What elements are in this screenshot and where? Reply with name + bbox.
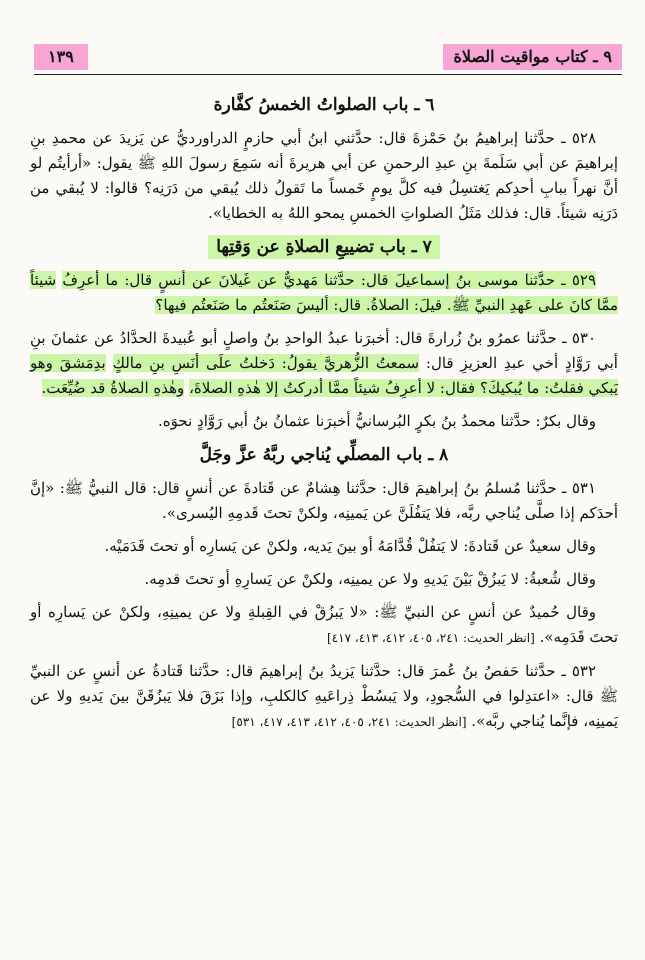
hadith-529 [30,268,618,318]
page-header [34,42,622,75]
hadith-530-highlight-3: وهٰذهِ الصلاةُ قد ضُيِّعَت. [41,379,185,397]
section-6-title: ٦ ـ باب الصلواتُ الخمسُ كفَّارة [213,95,435,115]
chapter-title: ٩ ـ كتاب مواقيت الصلاة [443,44,622,70]
bakr-note: وقال بكرٌ: حدَّثنا محمدُ بنُ بكرٍ البُرسانيُّ أخبرَنا عثمانُ بنُ أبي رَوَّادٍ نحوَه. [158,412,596,430]
humaid-note [30,600,618,651]
hadith-529-line-2: شيئاً ممَّا كانَ على عَهدِ النبيِّ ﷺ. قيلَ: الصلاةُ. قال: أليسَ صَنَعتُم ما صَنَعتُم فيها؟ [30,271,618,314]
hadith-530 [30,326,618,401]
hadith-528: ٥٢٨ ـ حدَّثنا إبراهيمُ بنُ حَمْزةَ قال: حدَّثني ابنُ أبي حازمٍ الدراورديُّ عن يَزيدَ عن محمدِ بنِ إبراهيمَ عن أبي سَلَمةَ بنِ عبدِ الرحمنِ عن أبي هريرةَ أنه سَمِعَ رسولَ اللهِ ﷺ يقول: «أرأيتُم لو أنَّ نهراً ببابِ أحدِكم يَغتسِلُ فيه كلَّ يومٍ خَمساً ما تَقولُ ذلك يُبقي من دَرَنِه؟ قالوا: لا يُبقي من دَرَنِه شيئاً. قال: فذلك مَثَلُ الصلواتِ الخمسِ يمحو اللهُ به الخطايا». [30,129,618,222]
section-7-title-text: ٧ ـ باب تضييعِ الصلاةِ عن وَقتِها [208,235,440,259]
saeed-note: وقال سعيدٌ عن قَتادةَ: لا يَتفُلْ قُدَّامَهُ أو بينَ يَديه، ولكنْ عن يَسارِه أو تحتَ قَدَمَيْه. [104,537,596,555]
page-content [30,92,618,743]
hadith-530-highlight-2: بدِمَشقَ وهو يَبكي فقلتُ: ما يُبكيكَ؟ فقال: لا أعرِفُ شيئاً ممَّا أدركتُ إلا هٰذهِ الصلاةَ، [30,354,618,397]
section-8-title: ٨ ـ باب المصلِّي يُناجي ربَّهُ عزَّ وجَلَّ [199,445,449,465]
shuba-note: وقال شُعبةُ: لا يَبزُقْ بَيْنَ يَديهِ ولا عن يمينِه، ولكنْ عن يَسارِهِ أو تحتَ قدمِه. [144,570,596,588]
page-number: ١٣٩ [34,44,88,70]
hadith-532-text: ٥٣٢ ـ حدَّثنا حَفصُ بنُ عُمرَ قال: حدَّثنا يَزيدُ بنُ إبراهيمَ قال: حدَّثنا قَتادةُ عن أنسٍ عن النبيِّ ﷺ قال: «اعتدِلوا في السُّجودِ، ولا يَبسُطْ ذِراعَيهِ كالكلبِ، وإذا بَزَقَ فلا يَبزُقَنَّ بينَ يَديهِ ولا عن يَمينِه، فإنَّما يُناجي ربَّه». [30,662,618,730]
hadith-529-line-1: ٥٢٩ ـ حدَّثنا موسى بنُ إسماعيلَ قال: حدَّثنا مَهديٌّ عن غَيلانَ عن أنسٍ قال: ما أعرِفُ [62,271,596,289]
hadith-532-reference: [انظر الحديث: ٢٤١، ٤٠٥، ٤١٢، ٤١٣، ٤١٧، ٥٣١] [231,715,467,729]
section-7-title [30,234,618,260]
hadith-532 [30,659,618,735]
hadith-531: ٥٣١ ـ حدَّثنا مُسلمُ بنُ إبراهيمَ قال: حدَّثنا هِشامٌ عن قَتادةَ عن أنسٍ قال: قال النبيُّ ﷺ: «إنَّ أحدَكم إذا صلَّى يُناجي ربَّه، فلا يَتفُلَنَّ عن يَمينِه، ولكنْ تحتَ قَدمِهِ اليُسرى». [30,479,618,522]
hadith-530-isnad: ٥٣٠ ـ حدَّثنا عمرُو بنُ زُرارةَ قال: أخبرَنا عبدُ الواحدِ بنُ واصلٍ أبو عُبيدةَ الحدَّادُ عن عثمانَ بنِ أبي رَوَّادٍ أخي عبدِ العزيزِ قال: [30,329,618,372]
hadith-530-highlight-1: سمعتُ الزُّهريَّ يقولُ: دَخلتُ علَى أنَسِ بنِ مالكٍ [112,354,420,372]
humaid-reference: [انظر الحديث: ٢٤١، ٤٠٥، ٤١٢، ٤١٣، ٤١٧] [326,631,535,645]
humaid-text: وقال حُميدٌ عن أنسٍ عن النبيِّ ﷺ: «لا يَبزُقْ في القِبلةِ ولا عن يمينِهِ، ولكنْ عن يَسارِه أو تحتَ قَدَمِه». [30,603,618,646]
